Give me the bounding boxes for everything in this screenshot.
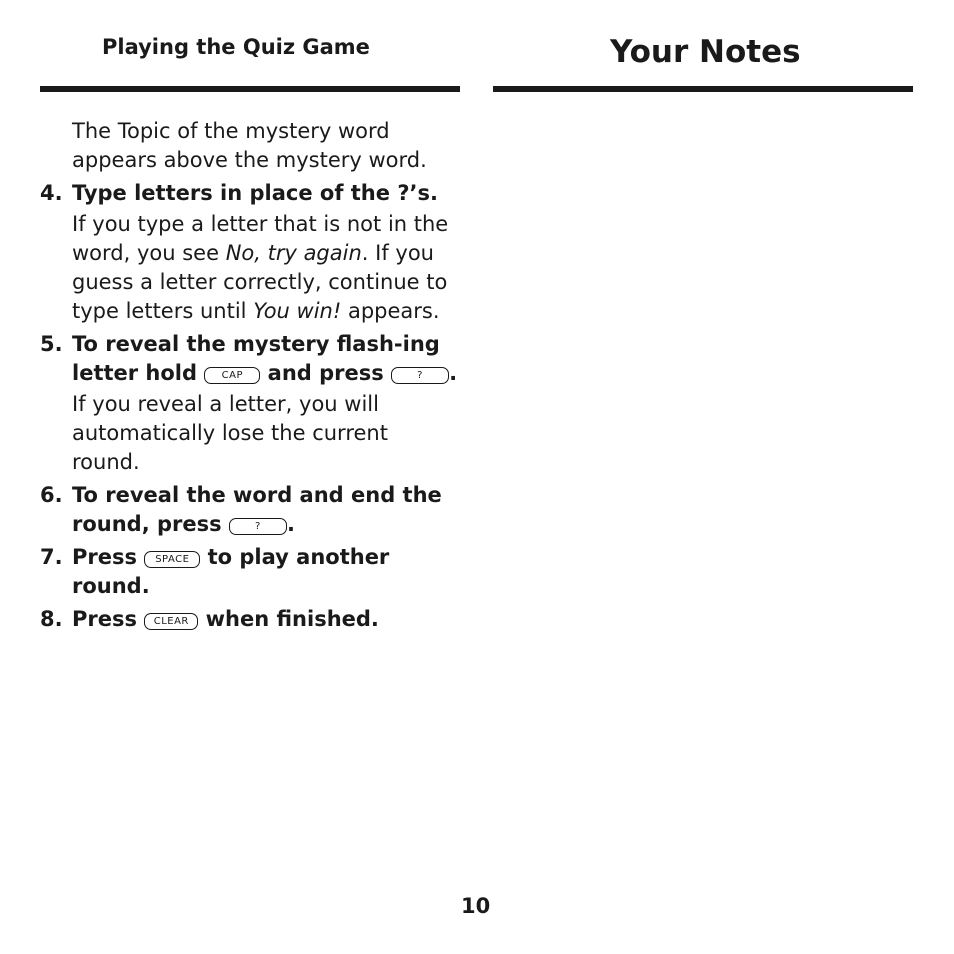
step-title-part: when finished. [198,607,379,631]
step-title-part: To reveal the mystery flash-ing letter hold [72,332,440,385]
space-key-icon: SPACE [144,551,200,568]
notes-title: Your Notes [610,34,801,70]
step-title-part: . [286,512,295,536]
message-no-try-again: No, try again [225,241,362,265]
page-number: 10 [461,894,491,918]
header-rule-right [493,86,913,92]
step-number: 6. [40,483,63,507]
step-number: 5. [40,332,63,356]
section-header: Playing the Quiz Game [102,35,370,59]
step-4 [40,179,460,208]
step-7 [40,543,460,601]
text-fragment: appears. [341,299,440,323]
step-title-part: To reveal the word and end the round, press [72,483,442,536]
instructions [40,117,460,636]
step-8 [40,605,460,634]
question-key-icon: ? [229,518,287,535]
step-4-description [72,210,460,326]
message-you-win: You win! [253,299,342,323]
step-title-part: Press [72,545,145,569]
step-title: Type letters in place of the ?’s. [72,181,438,205]
step-5-description: If you reveal a letter, you will automatically lose the current round. [72,392,388,474]
step-title-part: to play another round. [72,545,390,598]
clear-key-icon: CLEAR [144,613,198,630]
intro-paragraph: The Topic of the mystery word appears above the mystery word. [72,119,427,172]
question-key-icon: ? [391,367,449,384]
step-6 [40,481,460,539]
cap-key-icon: CAP [204,367,260,384]
step-title-part: Press [72,607,145,631]
step-number: 4. [40,181,63,205]
step-title-part: and press [260,361,392,385]
text-fragment: If you type a letter that is not in the word, you see [72,212,449,265]
step-number: 7. [40,545,63,569]
text-fragment: . If you guess a letter correctly, continue to type letters until [72,241,448,323]
header-rule-left [40,86,460,92]
step-title-part: . [449,361,458,385]
step-5 [40,330,460,388]
step-number: 8. [40,607,63,631]
